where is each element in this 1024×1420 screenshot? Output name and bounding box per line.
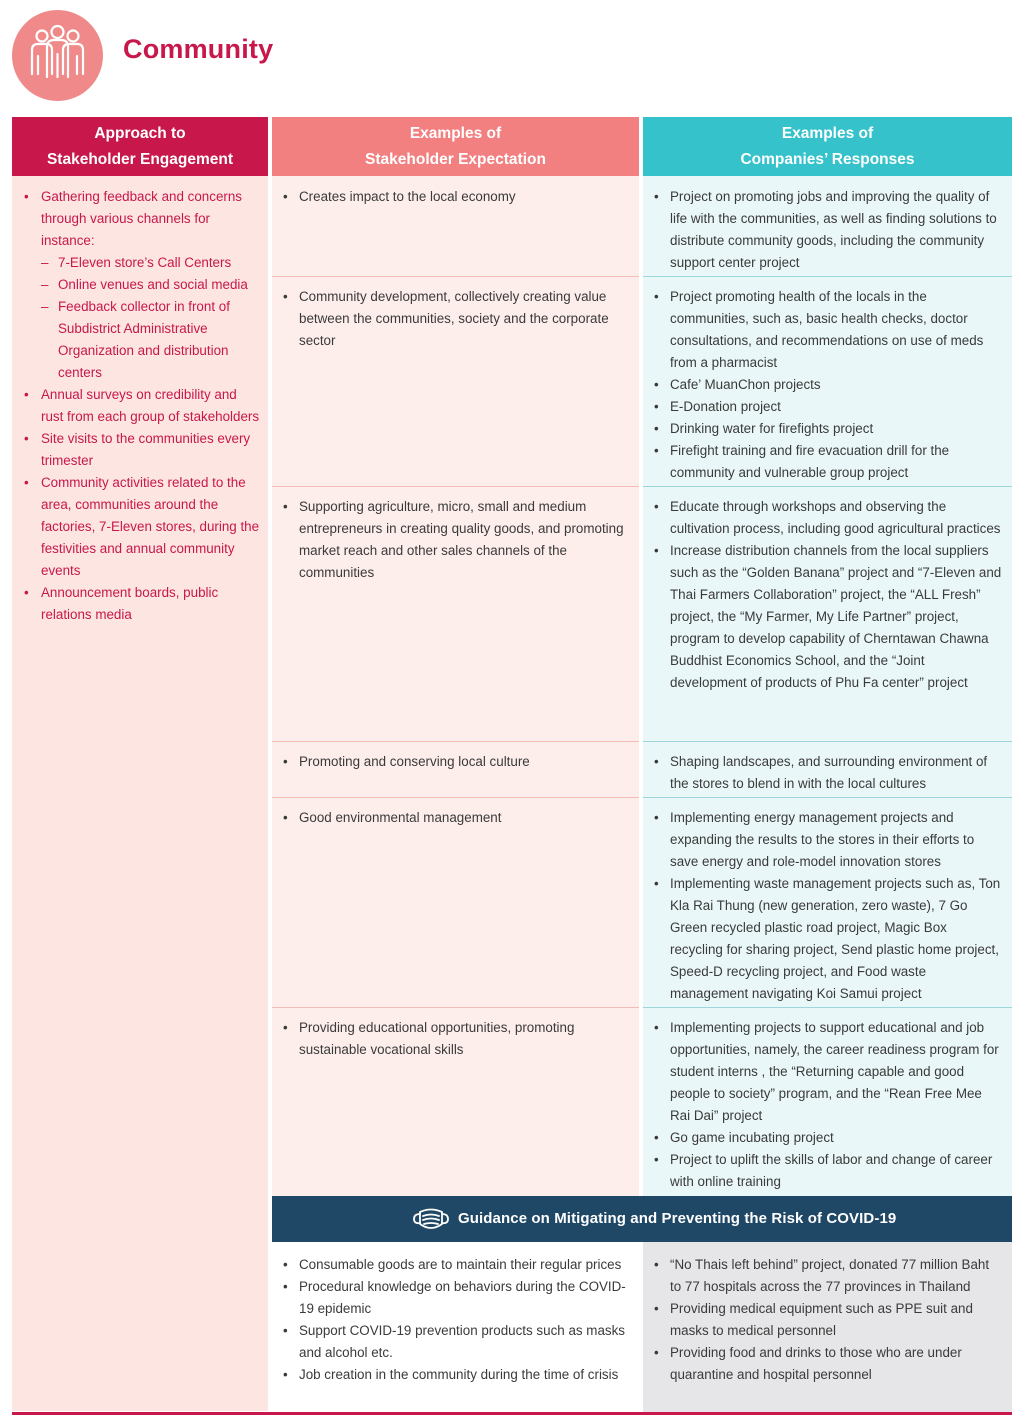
approach-item: • Community activities related to the area, communities around the factories, 7-Eleven stores, during the festivities and annual community events [12,472,268,582]
response-item: • Cafe’ MuanChon projects [643,374,1012,396]
response-item: • Shaping landscapes, and surrounding environment of the stores to blend in with the local cultures [643,751,1012,795]
response-item: • Firefight training and fire evacuation drill for the community and vulnerable group project [643,440,1012,484]
approach-column [12,176,268,1411]
approach-sub-item: – 7-Eleven store’s Call Centers [41,252,260,274]
page-header [12,10,612,102]
response-item: • Drinking water for firefights project [643,418,1012,440]
expectation-item: • Creates impact to the local economy [272,186,639,208]
covid-guidance-bar [272,1196,1012,1242]
expectation-cell [272,186,639,208]
expectation-cell [272,751,639,773]
response-item: • Project promoting health of the locals in the communities, such as, basic health checks, doctor consultations, and recommendations on use of meds from a pharmacist [643,286,1012,374]
table-row [272,176,1012,276]
table-row [272,276,1012,486]
response-item: • Increase distribution channels from the local suppliers such as the “Golden Banana” project and “7-Eleven and Thai Farmers Collaboration” project, the “ALL Fresh” project, the “My Farmer, My Life Partner” project, program to develop capability of Cherntawan Chawna Buddhist Economics School, and the “Joint development of products of Phu Fa center” project [643,540,1012,694]
response-cell [643,496,1012,694]
covid-expectation-cell [272,1242,639,1412]
expectation-item: • Supporting agriculture, micro, small and medium entrepreneurs in creating quality goods, and promoting market reach and other sales channels of the communities [272,496,639,584]
covid-expectation-item: • Support COVID-19 prevention products such as masks and alcohol etc. [272,1320,639,1364]
expectation-item: • Providing educational opportunities, promoting sustainable vocational skills [272,1017,639,1061]
expectation-cell [272,496,639,584]
response-item: • Implementing projects to support educational and job opportunities, namely, the career readiness program for student interns , the “Returning capable and good people to society” program, and the “Rean Free Mee Rai Dai” project [643,1017,1012,1127]
expectation-item: • Good environmental management [272,807,639,829]
approach-list [12,186,268,626]
response-cell [643,186,1012,274]
responses-header [643,117,1012,176]
table-row [272,797,1012,1007]
approach-sub-item: – Online venues and social media [41,274,260,296]
approach-item: • Announcement boards, public relations media [12,582,268,626]
approach-header [12,117,268,176]
table-row [272,741,1012,797]
covid-expectation-item: • Job creation in the community during the time of crisis [272,1364,639,1386]
response-item: • Project to uplift the skills of labor and change of career with online training [643,1149,1012,1193]
response-cell [643,286,1012,484]
approach-item [12,186,268,384]
approach-item-text: Gathering feedback and concerns through various channels for instance: [41,189,242,248]
approach-sub-item: – Feedback collector in front of Subdistrict Administrative Organization and distribution centers [41,296,260,384]
expectation-header-line2: Stakeholder Expectation [365,151,546,168]
covid-expectation-item: • Consumable goods are to maintain their regular prices [272,1254,639,1276]
response-item: • Go game incubating project [643,1127,1012,1149]
response-item: • Implementing energy management projects and expanding the results to the stores in their efforts to save energy and role-model innovation stores [643,807,1012,873]
table-row [272,486,1012,741]
response-cell [643,1017,1012,1193]
response-cell [643,807,1012,1005]
table-row [272,1007,1012,1196]
response-item: • Educate through workshops and observing the cultivation process, including good agricultural practices [643,496,1012,540]
expectation-item: • Community development, collectively creating value between the communities, society and the corporate sector [272,286,639,352]
response-cell [643,751,1012,795]
covid-expectation-item: • Procedural knowledge on behaviors during the COVID-19 epidemic [272,1276,639,1320]
expectation-item: • Promoting and conserving local culture [272,751,639,773]
bottom-rule [12,1412,1012,1415]
response-item: • Project on promoting jobs and improving the quality of life with the communities, as well as finding solutions to distribute community goods, including the community support center project [643,186,1012,274]
covid-response-list [643,1242,1012,1386]
covid-response-item: • Providing medical equipment such as PPE suit and masks to medical personnel [643,1298,1012,1342]
response-item: • E-Donation project [643,396,1012,418]
expectation-header-line1: Examples of [409,125,502,142]
expectation-header [272,117,639,176]
approach-header-line2: Stakeholder Engagement [46,151,234,168]
page-title: Community [123,34,274,64]
approach-header-line1: Approach to [94,125,186,142]
covid-expectation-list [272,1242,639,1386]
covid-guidance-title: Guidance on Mitigating and Preventing the Risk of COVID-19 [458,1210,897,1227]
approach-item: • Annual surveys on credibility and rust from each group of stakeholders [12,384,268,428]
expectation-cell [272,286,639,352]
response-item: • Implementing waste management projects such as, Ton Kla Rai Thung (new generation, zero waste), 7 Go Green recycled plastic road project, Magic Box recycling for sharing project, Send plastic home project, Speed-D recycling project, and Food waste management navigating Koi Samui project [643,873,1012,1005]
approach-item: • Site visits to the communities every trimester [12,428,268,472]
expectation-cell [272,807,639,829]
face-mask-icon [411,1204,451,1238]
covid-response-item: • “No Thais left behind” project, donated 77 million Baht to 77 hospitals across the 77 provinces in Thailand [643,1254,1012,1298]
covid-response-item: • Providing food and drinks to those who are under quarantine and hospital personnel [643,1342,1012,1386]
expectation-cell [272,1017,639,1061]
covid-response-cell [643,1242,1012,1412]
approach-sub-list [41,252,260,384]
responses-header-line1: Examples of [781,125,874,142]
responses-header-line2: Companies’ Responses [740,151,915,168]
people-group-icon [12,10,103,101]
